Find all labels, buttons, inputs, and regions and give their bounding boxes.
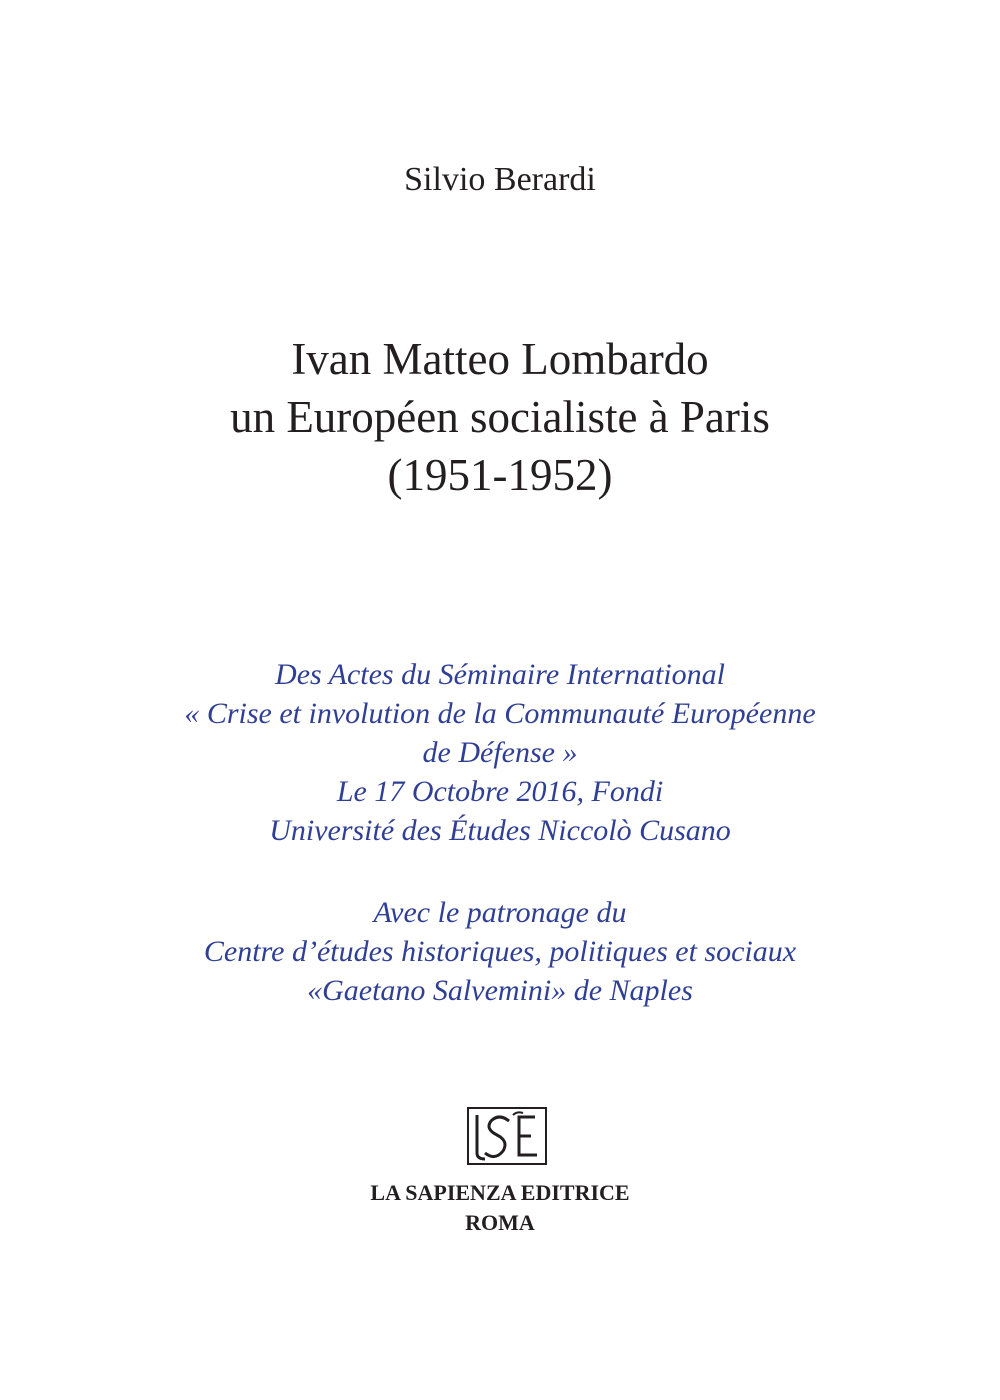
seminar-line: Université des Études Niccolò Cusano: [269, 814, 731, 847]
seminar-line: Des Actes du Séminaire International: [275, 658, 725, 691]
author-name: Silvio Berardi: [404, 161, 596, 198]
patronage-line: Centre d’études historiques, politiques et sociaux: [203, 935, 797, 968]
seminar-line: « Crise et involution de la Communauté Européenne: [184, 697, 816, 730]
publisher-info: [0, 1178, 1000, 1238]
publisher-city: ROMA: [465, 1210, 535, 1235]
title-line: (1951-1952): [387, 450, 613, 500]
publisher-name: LA SAPIENZA EDITRICE: [370, 1180, 630, 1205]
patronage-line: «Gaetano Salvemini» de Naples: [307, 974, 693, 1007]
patronage-info: [0, 893, 1000, 1010]
seminar-line: de Défense »: [422, 736, 578, 769]
title-line: un Européen socialiste à Paris: [230, 392, 770, 442]
publisher-logo-mark: [469, 1109, 545, 1163]
publisher-logo: [467, 1107, 547, 1165]
patronage-line: Avec le patronage du: [373, 896, 627, 929]
book-title: [0, 330, 1000, 504]
seminar-line: Le 17 Octobre 2016, Fondi: [336, 775, 664, 808]
seminar-info: [0, 655, 1000, 850]
title-line: Ivan Matteo Lombardo: [291, 334, 709, 384]
